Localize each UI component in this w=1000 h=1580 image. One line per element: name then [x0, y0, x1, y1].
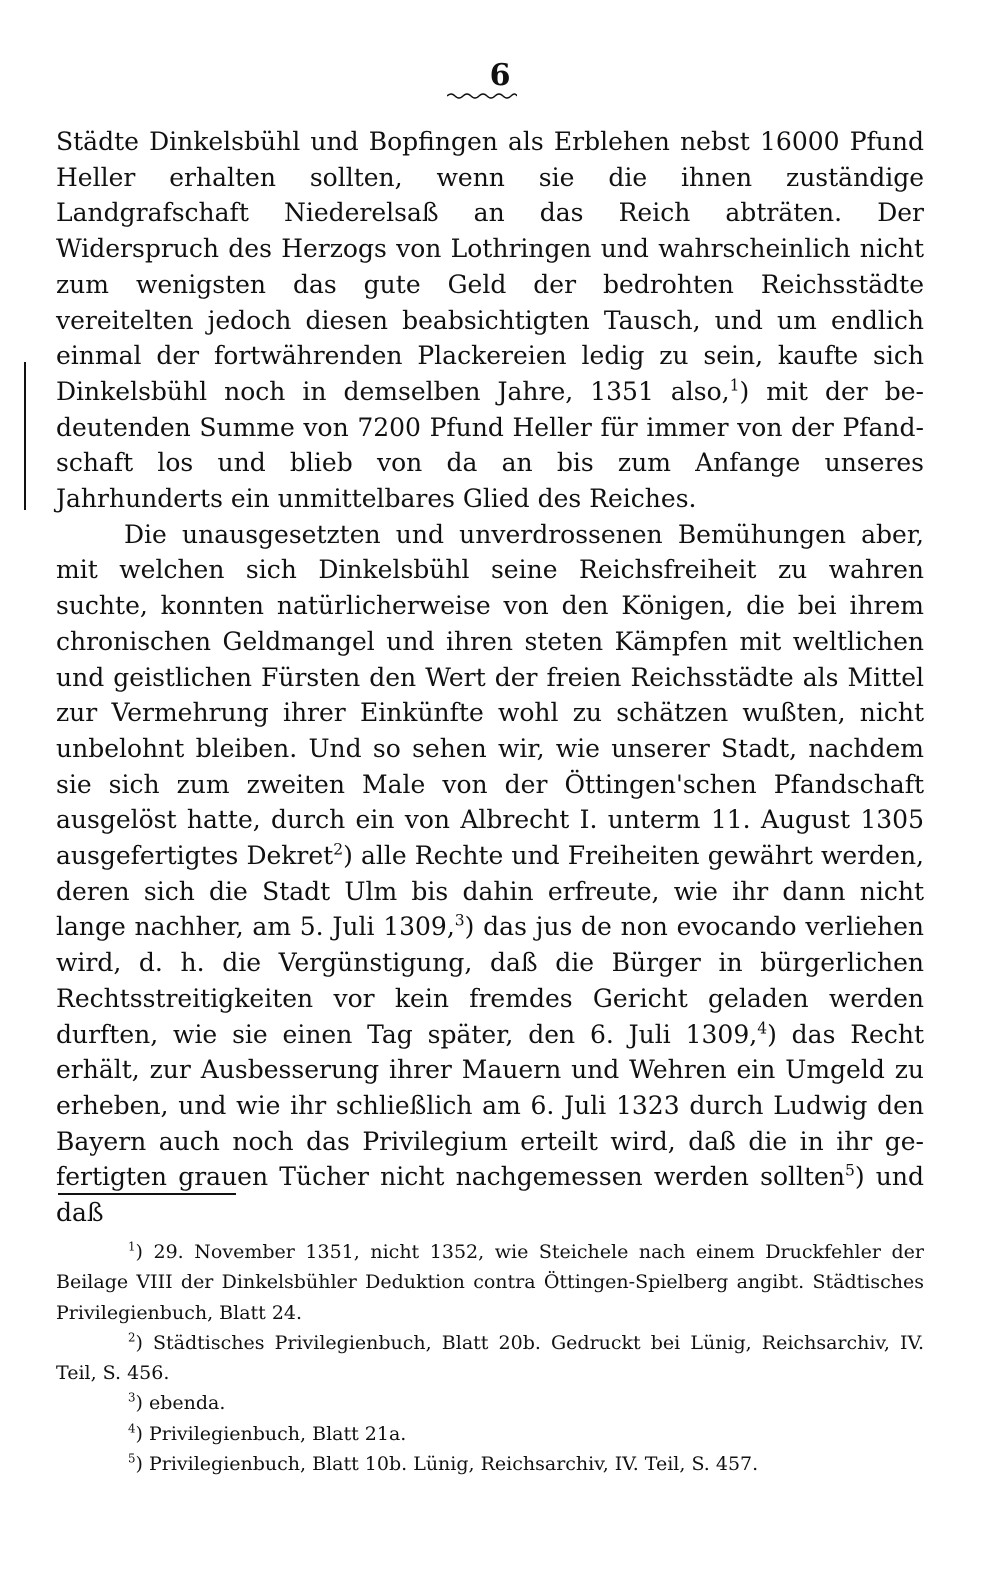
- margin-mark: [24, 362, 26, 510]
- paragraph-1-text-rest: ) mit der bedeutenden Summe von 7200 Pfund Heller für immer von der Pfandschaft los und blieb von da an bis zum Anfange unseres Jahrhunderts ein unmittelbares Glied des Reiches.: [56, 376, 924, 514]
- paragraph-2-text-e: ) und daß: [56, 1162, 925, 1228]
- footnote-ref-2: 2: [333, 840, 344, 859]
- paragraph-2-text-b: ) alle Rechte und Freiheiten gewährt werden, deren sich die Stadt Ulm bis dahin erfreute, wie ihr dann nicht lange nachher, am 5. Juli 1309,: [56, 841, 924, 942]
- footnote-text: ) 29. November 1351, nicht 1352, wie Steichele nach einem Druckfehler der Beilage VIII der Dinkelsbühler Deduktion contra Öttingen-Spielberg angibt. Städtisches Privilegienbuch, Blatt 24.: [56, 1241, 924, 1324]
- footnotes: [56, 1237, 924, 1479]
- footnote-ref-1: 1: [729, 376, 740, 395]
- footnote-ref-4: 4: [757, 1019, 768, 1038]
- footnote-mark: 1: [128, 1239, 136, 1254]
- footnote-ref-3: 3: [454, 912, 465, 931]
- footnote-mark: 2: [128, 1330, 136, 1345]
- footnote-text: ) Privilegienbuch, Blatt 10b. Lünig, Reichsarchiv, IV. Teil, S. 457.: [135, 1453, 759, 1476]
- footnote-text: ) Städtisches Privilegienbuch, Blatt 20b. Gedruckt bei Lünig, Reichsarchiv, IV. Teil, S. 456.: [56, 1331, 924, 1385]
- paragraph-1: [56, 124, 924, 517]
- footnote-5: [56, 1449, 924, 1479]
- paragraph-1-text: Städte Dinkelsbühl und Bopfingen als Erblehen nebst 16000 Pfund Heller erhalten sollten, wenn sie die ihnen zuständige Landgrafschaft Niederelsaß an das Reich abträten. Der Widerspruch des Herzogs von Lothringen und wahrscheinlich nicht zum wenigsten das gute Geld der bedrohten Reichsstädte vereitelten jedoch diesen beabsichtigten Tausch, und um endlich einmal der fortwährenden Plackereien ledig zu sein, kaufte sich Dinkelsbühl noch in demselben Jahre, 1351 also,: [56, 127, 924, 406]
- footnote-mark: 4: [128, 1421, 136, 1436]
- footnote-text: ) ebenda.: [135, 1392, 226, 1415]
- page-number: 6: [489, 58, 511, 93]
- footnote-4: [56, 1419, 924, 1449]
- footnote-2: [56, 1328, 924, 1389]
- footnote-ref-5: 5: [844, 1162, 855, 1181]
- paragraph-2: [56, 517, 924, 1231]
- footnote-3: [56, 1388, 924, 1418]
- footnote-mark: 5: [128, 1451, 136, 1466]
- paragraph-2-text-d: ) das Recht erhält, zur Ausbesserung ihrer Mauern und Wehren ein Umgeld zu erheben, und wie ihr schließlich am 6. Juli 1323 durch Ludwig den Bayern auch noch das Privilegium erteilt wird, daß die in ihr gefertigten grauen Tücher nicht nachgemessen werden sollten: [56, 1019, 925, 1192]
- footnote-1: [56, 1237, 924, 1328]
- page-number-flourish: [447, 92, 517, 100]
- paragraph-2-text-c: ) das jus de non evocando verliehen wird, d. h. die Vergünstigung, daß die Bürger in bürgerlichen Rechtsstreitigkeiten vor kein fremdes Gericht geladen werden durften, wie sie einen Tag später, den 6. Juli 1309,: [56, 912, 925, 1049]
- footnote-text: ) Privilegienbuch, Blatt 21a.: [135, 1422, 407, 1445]
- main-text: [56, 124, 924, 1231]
- footnote-mark: 3: [128, 1391, 136, 1406]
- footnote-divider: [58, 1193, 236, 1195]
- paragraph-2-text-a: Die unausgesetzten und unverdrossenen Bemühungen aber, mit welchen sich Dinkelsbühl seine Reichsfreiheit zu wahren suchte, konnten natürlicherweise von den Königen, die bei ihrem chronischen Geldmangel und ihren steten Kämpfen mit weltlichen und geistlichen Fürsten den Wert der freien Reichsstädte als Mittel zur Vermehrung ihrer Einkünfte wohl zu schätzen wußten, nicht unbelohnt bleiben. Und so sehen wir, wie unserer Stadt, nachdem sie sich zum zweiten Male von der Öttingen'schen Pfandschaft ausgelöst hatte, durch ein von Albrecht I. unterm 11. August 1305 ausgefertigtes Dekret: [56, 519, 924, 871]
